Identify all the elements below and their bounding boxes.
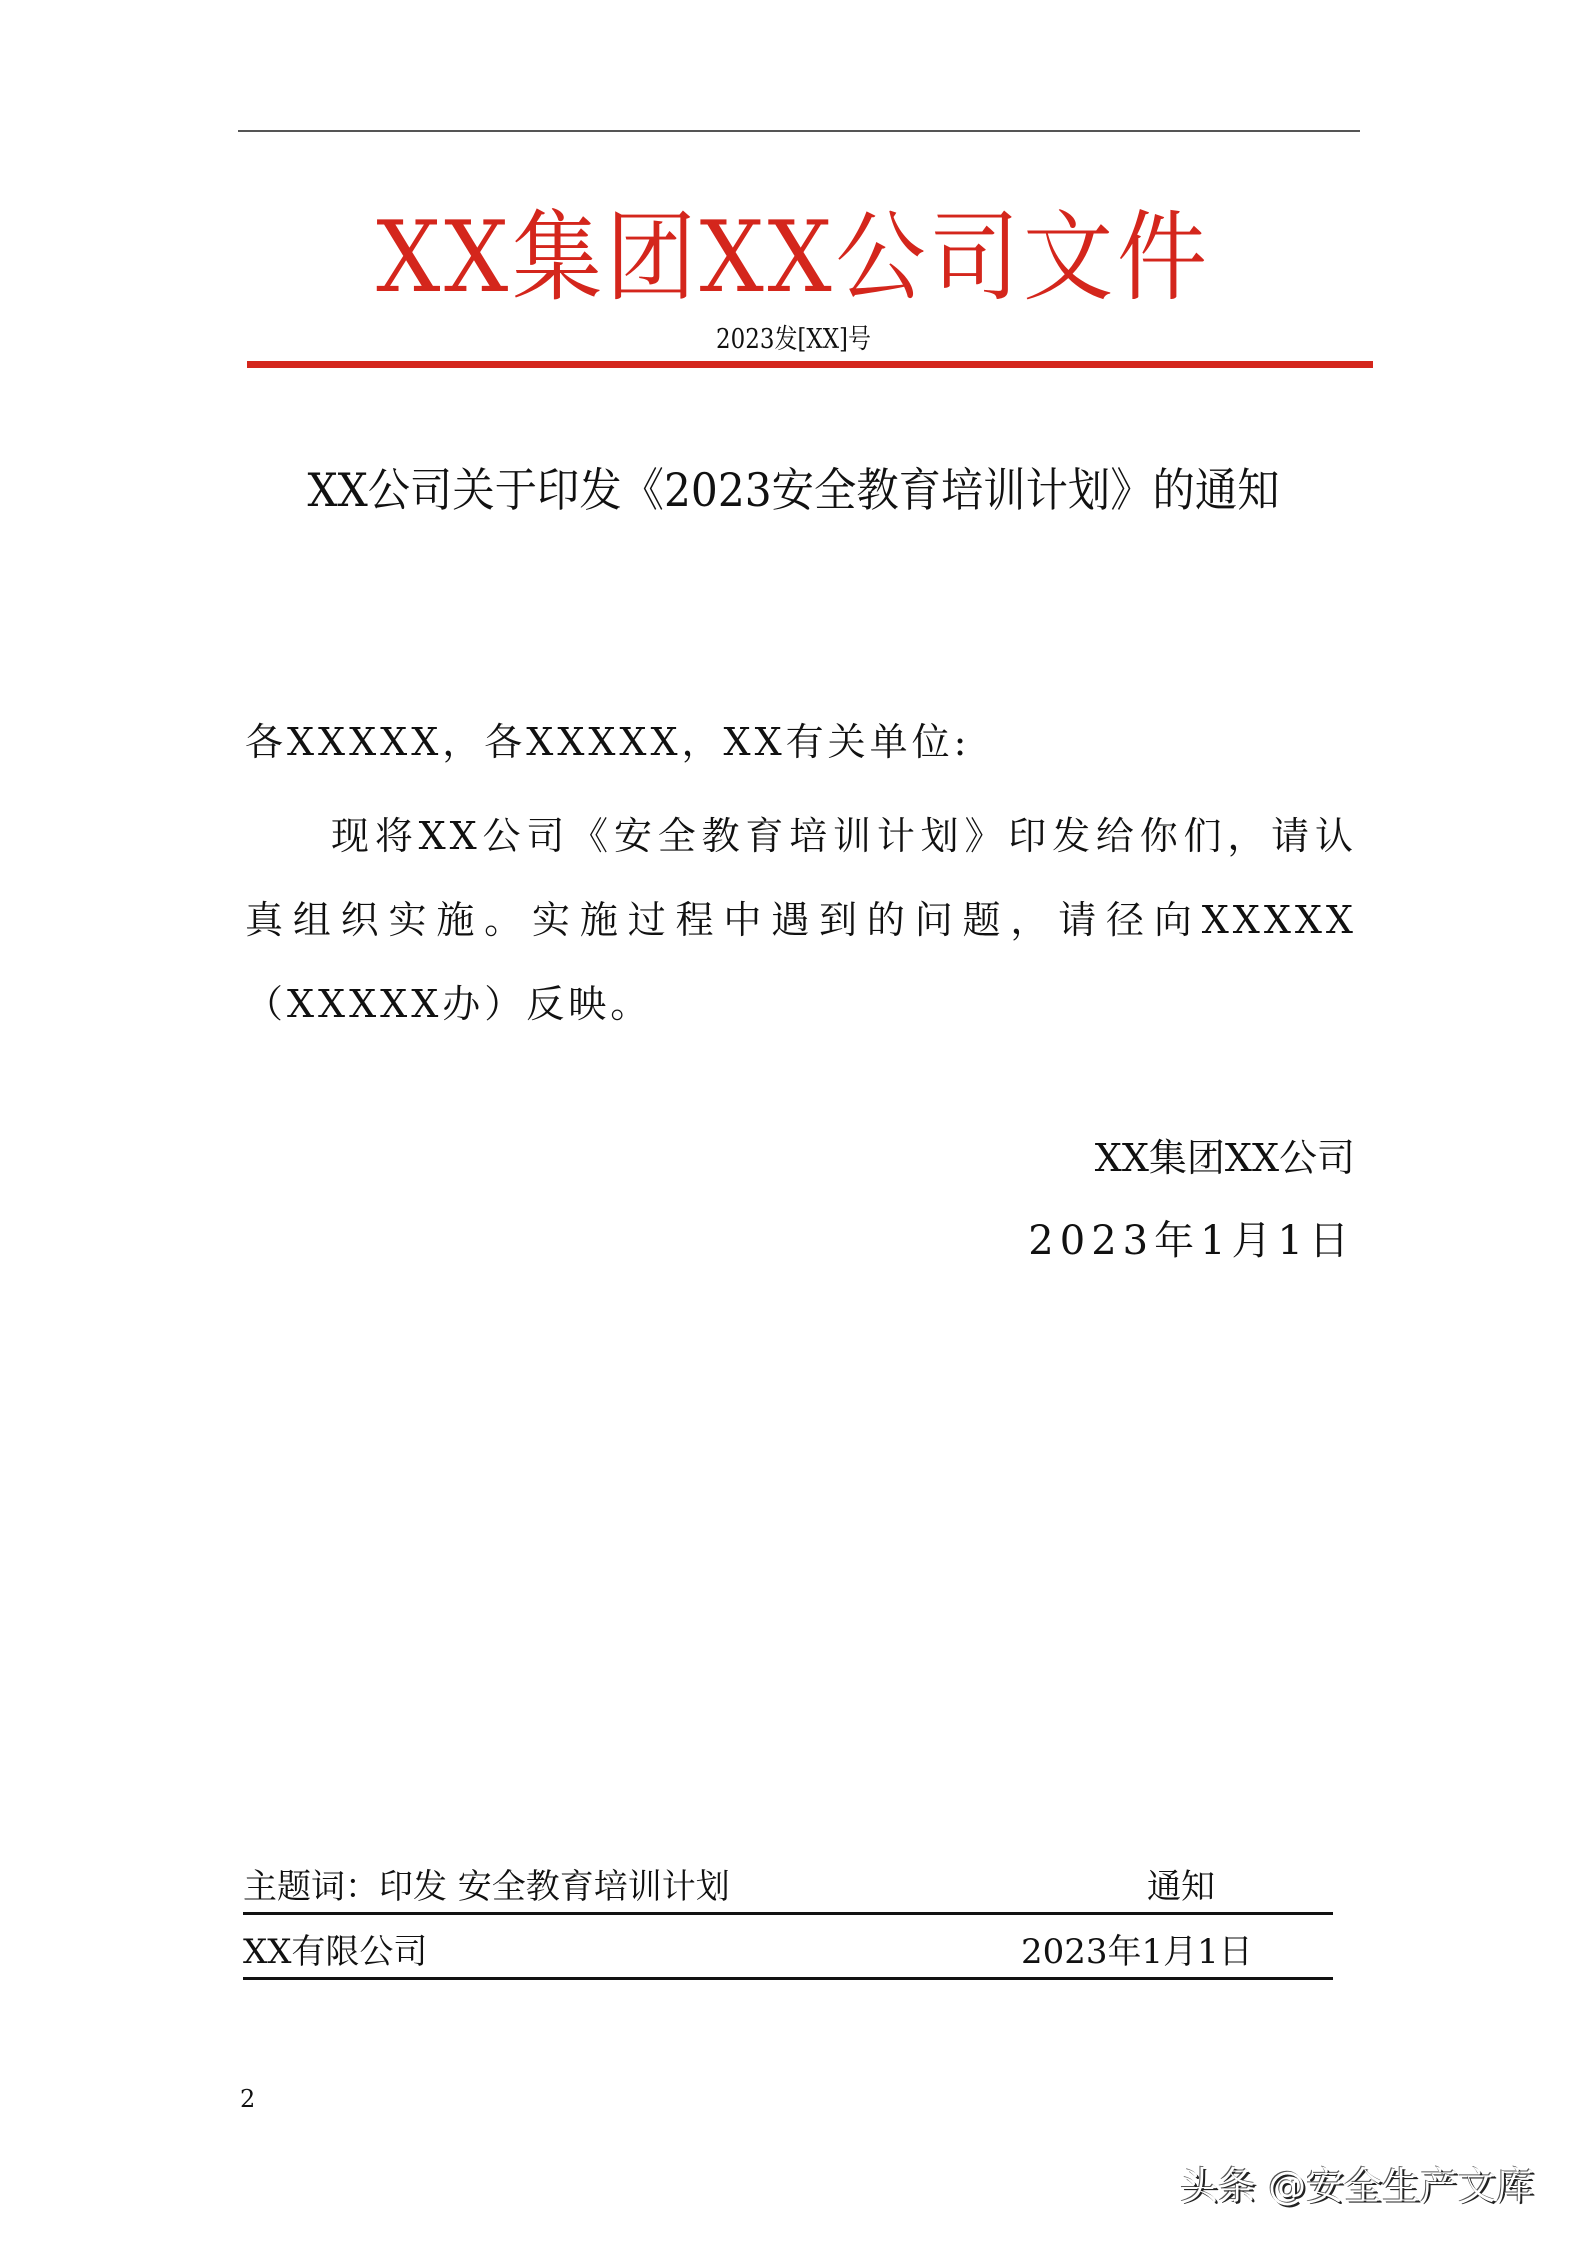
signature-date: 2023年1月1日 xyxy=(1028,1218,1355,1264)
issue-date: 2023年1月1日 xyxy=(1021,1932,1253,1972)
red-divider xyxy=(247,361,1373,368)
issuer-title: XX集团XX公司文件 xyxy=(376,201,1211,315)
watermark: 头条 @安全生产文库 xyxy=(1180,2164,1535,2208)
subject-tail: 通知 xyxy=(1147,1867,1215,1907)
page-number: 2 xyxy=(240,2085,256,2113)
top-rule xyxy=(238,130,1360,132)
issuer-name: XX有限公司 xyxy=(243,1932,428,1972)
document-title: XX公司关于印发《2023安全教育培训计划》的通知 xyxy=(307,463,1280,517)
salutation: 各XXXXX，各XXXXX，XX有关单位: xyxy=(245,720,971,764)
body-paragraph: 现将XX公司《安全教育培训计划》印发给你们，请认真组织实施。实施过程中遇到的问题，请径向XXXXX（XXXXX办）反映。 xyxy=(245,814,1357,1026)
subject-keywords-row xyxy=(243,1862,1333,1915)
issuer-row xyxy=(243,1927,1333,1980)
signature-organization: XX集团XX公司 xyxy=(1094,1136,1355,1180)
document-number: 2023发[XX]号 xyxy=(716,324,871,355)
subject-label: 主题词：印发 安全教育培训计划 xyxy=(243,1867,730,1907)
